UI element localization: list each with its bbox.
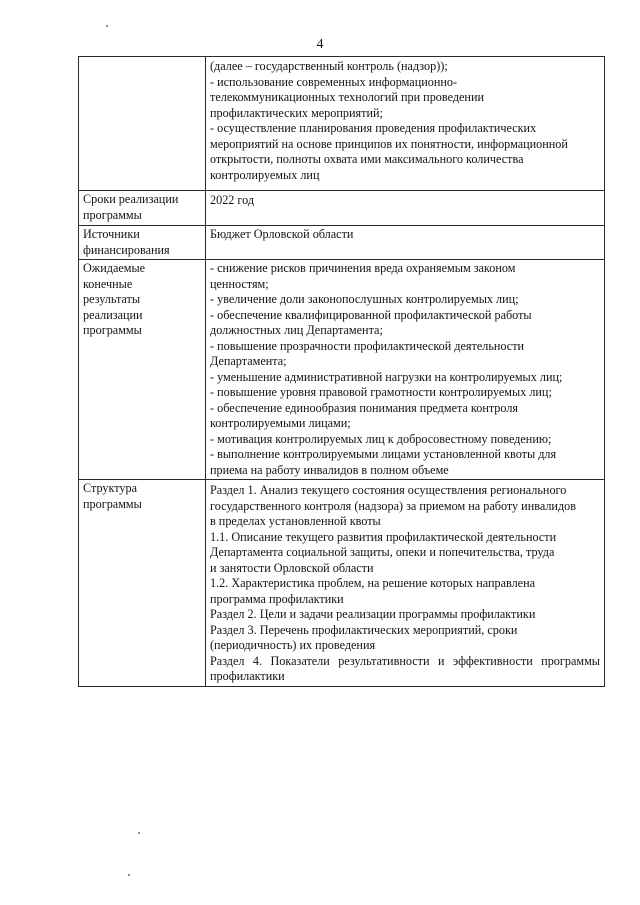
text-line: - осуществление планирования проведения профилактических [210, 121, 537, 135]
table-row-expected-results [79, 260, 605, 480]
label-line: программы [83, 207, 142, 222]
text-line: контролируемых лиц [210, 167, 320, 182]
text-line: должностных лиц Департамента; [210, 323, 383, 337]
text-line: - использование современных информационно- [210, 74, 458, 89]
row-label-timing [79, 191, 206, 226]
text-line: 1.2. Характеристика проблем, на решение которых направлена [210, 576, 536, 590]
row-value-expected-results [206, 260, 605, 480]
row-label-funding [79, 226, 206, 260]
text-line: ценностям; [210, 276, 269, 291]
text-line: - выполнение контролируемыми лицами установленной квоты для [210, 447, 557, 461]
text-line: открытости, полноты охвата ими максимального количества [210, 152, 524, 166]
label-line: реализации [83, 307, 143, 322]
label-line: результаты [83, 292, 141, 306]
text-line: программа профилактики [210, 591, 344, 606]
row-value-funding [206, 226, 605, 260]
scan-speck [138, 832, 140, 834]
label-line: Сроки реализации [83, 192, 179, 206]
row-value-program-structure [206, 480, 605, 687]
text-line: - увеличение доли законопослушных контролируемых лиц; [210, 292, 519, 306]
scan-speck [106, 25, 108, 27]
text-line: 2022 год [210, 193, 255, 207]
text-line: - обеспечение единообразия понимания предмета контроля [210, 400, 519, 415]
row-label-expected-results [79, 260, 206, 480]
text-line: Департамента социальной защиты, опеки и попечительства, труда [210, 545, 555, 559]
text-line: Департамента; [210, 354, 287, 368]
table-row-program-structure [79, 480, 605, 687]
label-line: финансирования [83, 242, 170, 257]
text-line: профилактических мероприятий; [210, 105, 383, 120]
scan-speck [128, 874, 130, 876]
text-line: (периодичность) их проведения [210, 638, 376, 652]
text-line: - мотивация контролируемых лиц к добросовестному поведению; [210, 431, 552, 446]
text-line: Раздел 1. Анализ текущего состояния осуществления регионального [210, 483, 567, 497]
row-label-program-structure [79, 480, 206, 687]
label-line: Структура [83, 481, 137, 495]
text-line: Бюджет Орловской области [210, 227, 354, 241]
text-line-justified: Раздел 4. Показатели результативности и эффективности программы [210, 653, 600, 668]
text-line: Раздел 2. Цели и задачи реализации программы профилактики [210, 607, 536, 621]
text-line: - повышение прозрачности профилактической деятельности [210, 338, 525, 353]
row-value-timing [206, 191, 605, 226]
text-line: Раздел 3. Перечень профилактических мероприятий, сроки [210, 622, 518, 637]
text-line: профилактики [210, 669, 285, 683]
text-line: - повышение уровня правовой грамотности контролируемых лиц; [210, 385, 552, 399]
text-line: - обеспечение квалифицированной профилактической работы [210, 307, 532, 322]
row-value-continuation [206, 57, 605, 191]
label-line: Источники [83, 227, 140, 241]
text-line: телекоммуникационных технологий при проведении [210, 90, 485, 104]
text-line: мероприятий на основе принципов их понятности, информационной [210, 136, 568, 151]
label-line: Ожидаемые [83, 261, 146, 275]
text-line: и занятости Орловской области [210, 560, 374, 575]
text-line: 1.1. Описание текущего развития профилактической деятельности [210, 529, 557, 544]
label-line: конечные [83, 276, 133, 291]
text-line: контролируемыми лицами; [210, 416, 351, 430]
program-passport-table [78, 56, 605, 687]
text-line: приема на работу инвалидов в полном объеме [210, 462, 449, 477]
label-line: программы [83, 323, 142, 337]
table-row-continuation [79, 57, 605, 191]
label-line: программы [83, 496, 142, 511]
text-line: в пределах установленной квоты [210, 514, 381, 528]
text-line: (далее – государственный контроль (надзор)); [210, 59, 448, 73]
table-row-funding [79, 226, 605, 260]
text-line: государственного контроля (надзора) за приемом на работу инвалидов [210, 498, 576, 513]
text-line: - снижение рисков причинения вреда охраняемым законом [210, 261, 516, 275]
text-line: - уменьшение административной нагрузки на контролируемых лиц; [210, 369, 563, 384]
table-row-timing [79, 191, 605, 226]
row-label-empty [79, 57, 206, 191]
page-number: 4 [316, 37, 324, 52]
